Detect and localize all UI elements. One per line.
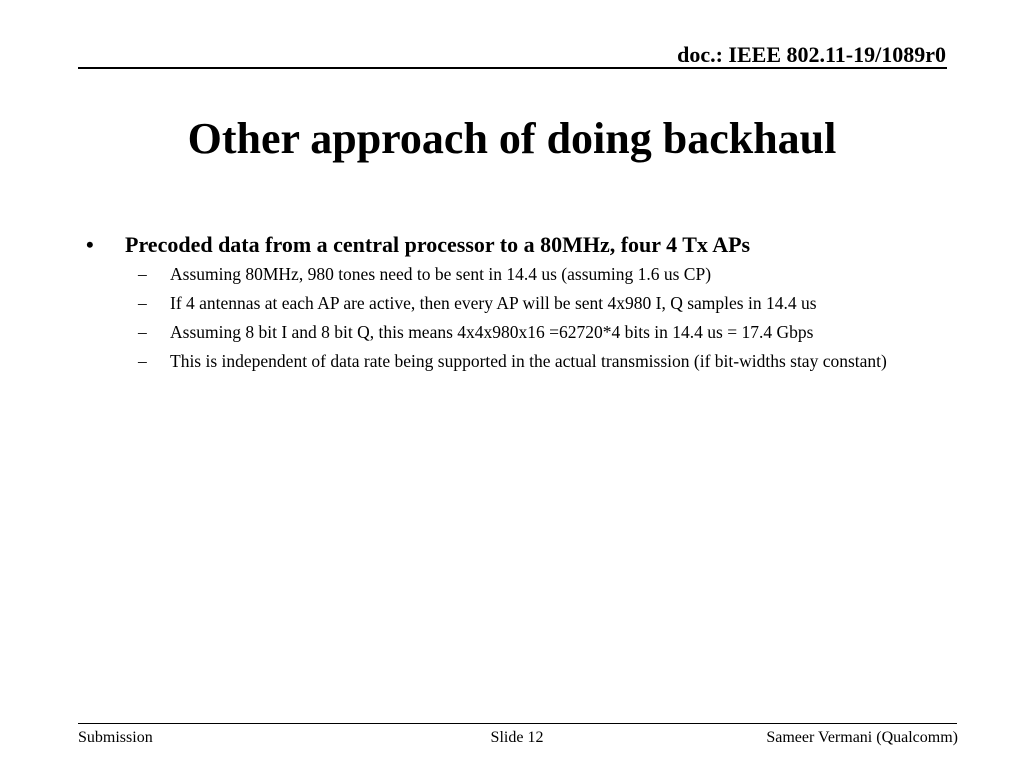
sub-bullet-item <box>82 320 942 344</box>
bullet-marker: • <box>86 232 94 257</box>
sub-bullet-list <box>82 262 942 373</box>
sub-bullet-text: Assuming 80MHz, 980 tones need to be sent in 14.4 us (assuming 1.6 us CP) <box>170 264 712 284</box>
document-id: doc.: IEEE 802.11-19/1089r0 <box>677 42 946 67</box>
slide-content <box>82 230 942 378</box>
footer-submission: Submission <box>78 729 153 746</box>
bullet-item <box>82 230 942 260</box>
sub-bullet-text: This is independent of data rate being supported in the actual transmission (if bit-widths stay constant) <box>170 351 887 371</box>
sub-bullet-marker: – <box>138 351 147 371</box>
bullet-text: Precoded data from a central processor to a 80MHz, four 4 Tx APs <box>125 232 751 257</box>
sub-bullet-text: Assuming 8 bit I and 8 bit Q, this means 4x4x980x16 =62720*4 bits in 14.4 us = 17.4 Gbps <box>170 322 814 342</box>
sub-bullet-marker: – <box>138 293 147 313</box>
header-divider <box>78 67 947 69</box>
slide-title: Other approach of doing backhaul <box>187 114 837 163</box>
footer-divider <box>78 723 957 724</box>
sub-bullet-item <box>82 349 942 373</box>
sub-bullet-text: If 4 antennas at each AP are active, then every AP will be sent 4x980 I, Q samples in 14.4 us <box>170 293 817 313</box>
sub-bullet-marker: – <box>138 322 147 342</box>
sub-bullet-item <box>82 262 942 286</box>
sub-bullet-item <box>82 291 942 315</box>
footer-slide-number: Slide 12 <box>490 729 544 746</box>
footer-author: Sameer Vermani (Qualcomm) <box>766 729 958 746</box>
sub-bullet-marker: – <box>138 264 147 284</box>
